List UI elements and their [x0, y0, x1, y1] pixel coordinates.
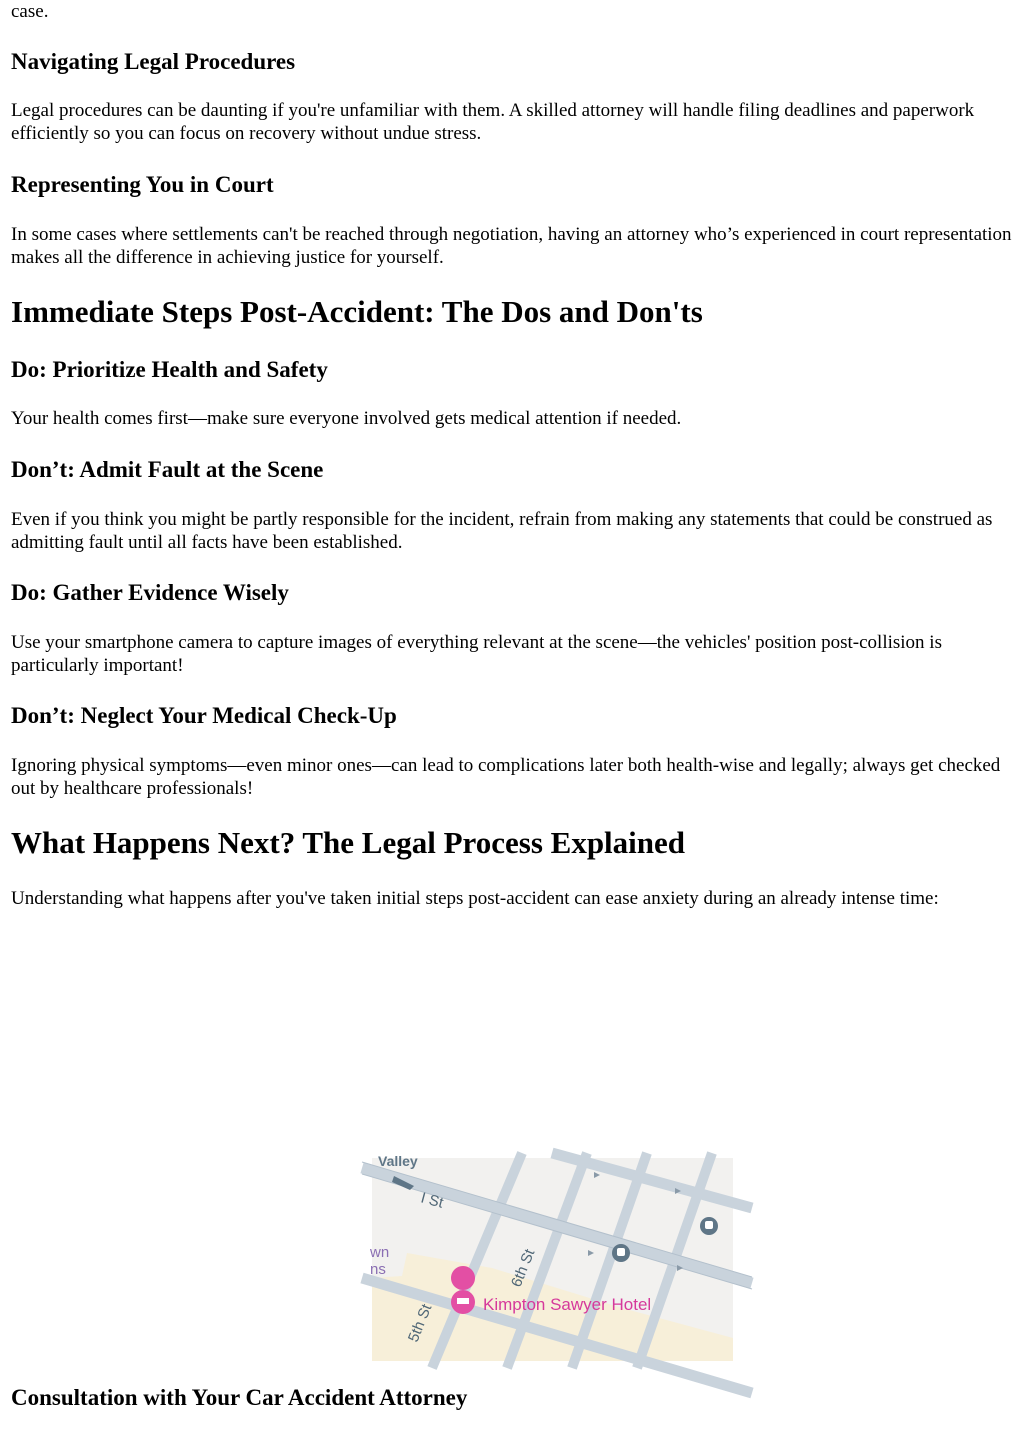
map-label-ns: ns	[370, 1261, 386, 1278]
map-label-wn: wn	[370, 1244, 390, 1261]
map-embed[interactable]	[370, 1153, 733, 1361]
heading-immediate-steps: Immediate Steps Post-Accident: The Dos and Don'ts	[11, 294, 703, 329]
map-label-hotel[interactable]: Kimpton Sawyer Hotel	[483, 1295, 652, 1314]
transit-icon[interactable]	[700, 1217, 718, 1235]
map-label-valley: Valley	[378, 1153, 418, 1169]
paragraph-do-gather-evidence: Use your smartphone camera to capture images of everything relevant at the scene—the vehicles' position post-collision is particularly important!	[11, 632, 942, 676]
paragraph-dont-neglect-checkup: Ignoring physical symptoms—even minor ones—can lead to complications later both health-wise and legally; always get checked out by healthcare professionals!	[11, 755, 1001, 799]
map-label-6th-st: 6th St	[507, 1246, 539, 1290]
map-label-5th-st: 5th St	[404, 1301, 436, 1345]
paragraph-navigating-legal-procedures: Legal procedures can be daunting if you're unfamiliar with them. A skilled attorney will handle filing deadlines and paperwork efficiently so you can focus on recovery without undue stress.	[11, 100, 975, 144]
heading-navigating-legal-procedures: Navigating Legal Procedures	[11, 49, 296, 74]
heading-representing-you-in-court: Representing You in Court	[11, 172, 274, 197]
heading-what-happens-next: What Happens Next? The Legal Process Explained	[11, 825, 686, 860]
paragraph-do-prioritize-health: Your health comes first—make sure everyone involved gets medical attention if needed.	[11, 408, 682, 429]
heading-do-prioritize-health: Do: Prioritize Health and Safety	[11, 357, 328, 382]
heading-do-gather-evidence: Do: Gather Evidence Wisely	[11, 580, 289, 605]
heading-dont-neglect-checkup: Don’t: Neglect Your Medical Check-Up	[11, 703, 397, 728]
paragraph-fragment: case.	[11, 1, 49, 22]
map-canvas[interactable]	[370, 1153, 733, 1361]
heading-consultation: Consultation with Your Car Accident Attorney	[11, 1385, 468, 1410]
map-label-i-st: I St	[418, 1189, 446, 1212]
transit-icon[interactable]	[612, 1244, 630, 1262]
heading-dont-admit-fault: Don’t: Admit Fault at the Scene	[11, 457, 324, 482]
paragraph-representing-you-in-court: In some cases where settlements can't be reached through negotiation, having an attorney who’s experienced in court representation makes all the difference in achieving justice for yourself.	[11, 224, 1012, 268]
paragraph-dont-admit-fault: Even if you think you might be partly responsible for the incident, refrain from making any statements that could be construed as admitting fault until all facts have been established.	[11, 509, 993, 553]
paragraph-what-happens-next: Understanding what happens after you've taken initial steps post-accident can ease anxiety during an already intense time:	[11, 888, 939, 909]
